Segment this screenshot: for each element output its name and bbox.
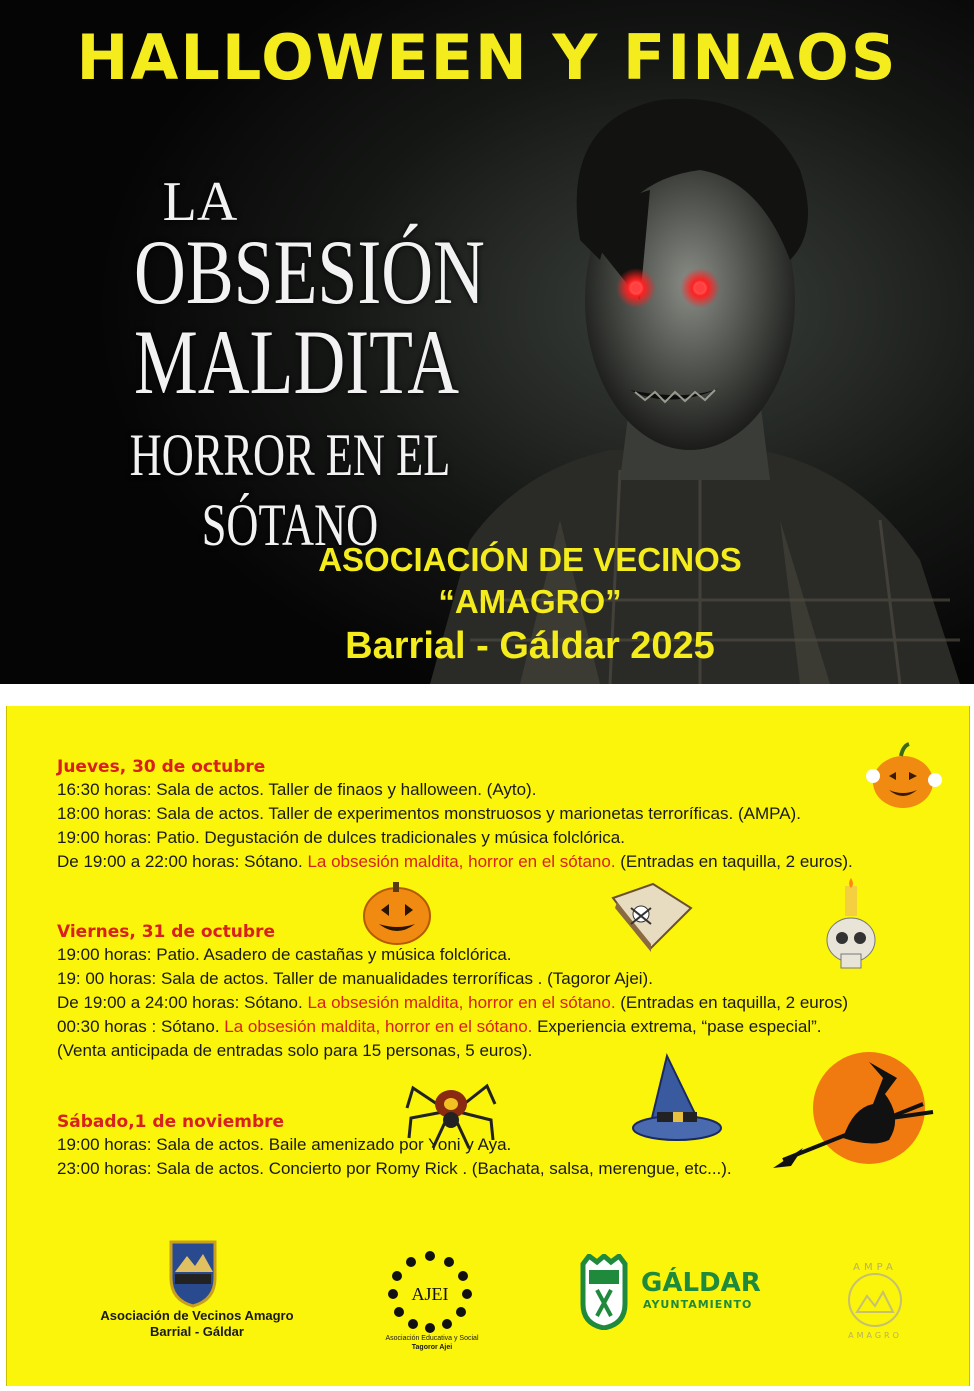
schedule-note: Experiencia extrema, “pase especial”. [532,1017,822,1036]
day-title: Viernes, 31 de octubre [57,922,275,942]
movie-title-obsesion: OBSESIÓN [134,221,485,323]
schedule-time: De 19:00 a 24:00 horas: Sótano. [57,993,308,1012]
galdar-subtitle: AYUNTAMIENTO [643,1298,753,1311]
galdar-shield-logo [579,1254,629,1330]
ajei-letters: AJEI [411,1284,449,1304]
schedule-note: (Entradas en taquilla, 2 euros) [615,993,849,1012]
schedule-note: (Entradas en taquilla, 2 euros). [615,852,853,871]
poster-header [0,0,974,684]
schedule-line: 18:00 horas: Sala de actos. Taller de experimentos monstruosos y marionetas terroríficas. (AMPA). [57,804,801,823]
tagoror-ajei-logo [385,1248,475,1334]
day-section-friday [57,921,917,1063]
schedule-line: 19:00 horas: Sala de actos. Baile amenizado por Yoni y Aya. [57,1135,512,1154]
ampa-top-text: AMPA [853,1262,897,1273]
witch-hat-icon [627,1050,723,1146]
day-title: Jueves, 30 de octubre [57,757,266,777]
amagro-shield-logo [167,1238,219,1308]
schedule-line: 19: 00 horas: Sala de actos. Taller de manualidades terroríficas . (Tagoror Ajei). [57,969,653,988]
schedule-line: 16:30 horas: Sala de actos. Taller de finaos y halloween. (Ayto). [57,780,537,799]
galdar-name: GÁLDAR [641,1268,761,1298]
schedule-line [57,1015,917,1039]
schedule-line: (Venta anticipada de entradas solo para 15 personas, 5 euros). [57,1041,533,1060]
movie-title-maldita: MALDITA [134,311,460,413]
skull-candle-icon [819,878,883,978]
pumpkin-kids-icon [863,736,943,816]
show-name: La obsesión maldita, horror en el sótano. [307,852,616,871]
schedule-line [57,850,917,874]
ajei-caption [367,1334,497,1352]
movie-subtitle: HORROR EN EL SÓTANO [129,422,451,558]
schedule-time: De 19:00 a 22:00 horas: Sótano. [57,852,308,871]
day-section-thursday [57,756,917,874]
schedule-line: 19:00 horas: Patio. Asadero de castañas y música folclórica. [57,945,512,964]
organizer-line-2: “AMAGRO” [438,583,622,620]
organizer-line-3: Barrial - Gáldar 2025 [345,625,715,667]
ajei-caption-name: Tagoror Ajei [411,1344,453,1351]
day-title: Sábado,1 de noviembre [57,1112,285,1132]
show-name: La obsesión maldita, horror en el sótano. [307,993,616,1012]
spell-book-icon [607,878,697,954]
amagro-caption-name: Asociación de Vecinos Amagro [100,1308,294,1323]
schedule-line: 23:00 horas: Sala de actos. Concierto por Romy Rick . (Bachata, salsa, merengue, etc...). [57,1159,732,1178]
event-title: HALLOWEEN Y FINAOS [76,21,898,94]
schedule-line: 19:00 horas: Patio. Degustación de dulces tradicionales y música folclórica. [57,828,625,847]
witch-on-broom-icon [773,1048,943,1178]
schedule-line [57,991,917,1015]
ampa-bottom-text: AMAGRO [848,1331,902,1340]
spider-icon [403,1068,499,1152]
jack-o-lantern-icon [359,876,435,946]
ampa-amagro-logo [833,1256,917,1340]
amagro-caption-place: Barrial - Gáldar [150,1324,244,1339]
program-panel [6,706,970,1386]
organizer-line-1: ASOCIACIÓN DE VECINOS [318,541,742,578]
ajei-caption-type: Asociación Educativa y Social [385,1335,479,1342]
amagro-caption [77,1308,317,1340]
movie-title-la: LA [162,171,238,233]
show-name: La obsesión maldita, horror en el sótano. [224,1017,533,1036]
schedule-time: 00:30 horas : Sótano. [57,1017,225,1036]
